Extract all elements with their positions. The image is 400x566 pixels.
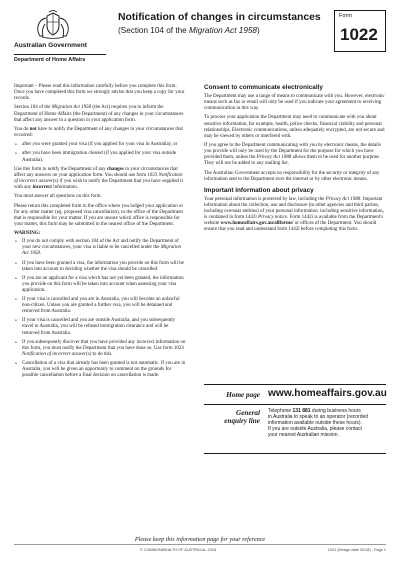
allforms-link[interactable]: www.homeaffairs.gov.au/allforms/ [220,221,294,227]
text: or offices of the Department. You should ensure that you read and understand form 1442i before completing this form. [204,221,377,233]
subtitle-act: Migration Act 1958 [189,26,257,35]
footer-note: Please keep this information page for your reference [134,536,266,543]
list-item: • after you were granted your visa (if you applied for your visa in Australia); or [14,142,187,148]
right-column [204,84,386,237]
consent-paragraph-1: The Department may use a range of means to communicate with you. However, electronic means such as fax or email will only be used if you indicate your agreement to receiving communication in this way. [204,94,385,112]
list-item: • If your visa is cancelled and you are in Australia, you will become an unlawful non-citizen. Unless you are granted a further visa, you will be detained and removed from Australia. [14,297,187,315]
text: to do this. [91,351,113,357]
subtitle-text: (Section 104 of the [118,26,190,35]
emphasis: changes [106,166,124,172]
form-label: Form [339,13,353,19]
enquiry-line: If you are outside Australia, please contact [268,426,362,432]
page-header [14,10,386,72]
consent-paragraph-3 [204,143,386,167]
page-code: 1022 (Design date 02/18) - Page 1 [327,548,386,552]
text: . Important information about the collection, use and disclosure (to other agencies and third parties, including overseas entities) of your personal information, including sensitive information, is contained in form 1442i [204,196,384,221]
text: information. [51,185,79,191]
page-title: Notification of changes in circumstances [118,12,321,23]
text: have to notify the Department of any changes in your circumstances that occurred: [14,126,183,139]
no-notify-paragraph [14,127,187,139]
text: allows them to be used for another purpose. They will not be added to any mailing list. [204,155,380,167]
home-page-link[interactable]: www.homeaffairs.gov.au [268,388,387,399]
emphasis: not [29,126,37,132]
form-number-box [334,10,386,52]
enquiry-line: in Australia to speak to an operator (recorded [268,414,369,420]
contact-box [204,384,386,454]
enquiry-details [268,408,384,438]
act-name: Migration Act 1958 [51,105,92,111]
enquiry-label-line: enquiry line [224,417,260,426]
return-form-paragraph: Please return this completed form to the office where you lodged your application or for any other matter (eg. proposed visa cancellation), to the office of the Department that is responsible for your matter. If you are unsure which office is responsible for your matter, this form may be submitted to the nearest office of the Department. [14,203,184,227]
logo-divider [14,54,106,55]
warning-heading: WARNING: [14,231,41,237]
text: during business hours [310,408,361,414]
text: Section 104 of the [14,105,52,111]
consent-paragraph-4: The Australian Government accepts no responsibility for the security or integrity of any information sent to the Department over the internet or by other electronic means. [204,170,380,182]
text: in your circumstances that affect any answers on your application form. You should use form 1023 [14,166,178,178]
no-notify-list [14,142,187,163]
enquiry-line: information available outside these hours). [268,420,362,426]
text: If you do not comply with section 104 of the Act and notify the Department of your new circumstances, your visa is liable to be cancelled under the [22,239,179,251]
footer-divider [14,544,386,545]
privacy-heading: Important information about privacy [204,186,314,194]
warning-list [14,239,187,379]
enquiry-label [212,409,260,426]
act-name: Privacy Act 1988 [256,155,292,161]
government-name: Australian Government [14,42,87,49]
act-name: Migration Act 1958 [22,245,181,257]
answer-all-paragraph: You must answer all questions on this form. [14,194,102,200]
text: . [39,251,42,257]
text: . Form 1442i is available from the Department's website [204,215,383,227]
text: Use this form to notify the Department of any [14,166,107,172]
list-item [14,239,187,257]
list-item [14,340,187,358]
act-name: Privacy Act 1988 [325,196,361,202]
consent-heading: Consent to communicate electronically [204,84,323,91]
form-name: Notification of incorrect answer(s) [22,351,92,357]
enquiry-line: your nearest Australian mission. [268,432,339,438]
text: Your personal information is protected by law, including the [204,196,326,202]
form-name: Privacy notice [258,215,288,221]
intro-paragraph: Important – Please read this information carefully before you complete this form. Once you have completed this form we strongly advise that you keep a copy for your records. [14,84,185,102]
text: If you agree to the Department communicating with you by electronic means, the details you provide will only be used by the Department for the purpose for which you have provided them, unless the [204,143,381,161]
coat-of-arms-icon [34,10,72,40]
copyright: © COMMONWEALTH OF AUSTRALIA, 2018 [140,548,216,552]
list-item: • If you are an applicant for a visa which has not yet been granted, the information you provide on this form will be taken into account when assessing your visa application. [14,276,187,294]
enquiry-label-line: General [236,409,260,417]
privacy-paragraph [204,197,386,234]
contact-divider [204,404,386,405]
list-item: • Cancellation of a visa that already has been granted is not automatic. If you are in Australia, you will be given an opportunity to comment on the grounds for possible cancellation before a final decision on cancellation is made. [14,361,187,379]
list-item: • after you have been immigration cleared (if you applied for your visa outside Australia). [14,151,187,163]
government-logo [14,10,106,70]
department-name: Department of Home Affairs [14,57,86,63]
text: You do [14,126,30,132]
text: if you wish to notify the Department that you have supplied it with any [14,178,183,191]
section-104-paragraph [14,105,187,123]
text: (the Act) requires you to inform the Department of Home Affairs (the Department) of any changes in your circumstances that affect any answer to a question in your application form. [14,105,184,123]
list-item: • If you have been granted a visa, the information you provide on this form will be taken into account in deciding whether the visa should be cancelled. [14,261,187,273]
page-subtitle [118,25,328,36]
left-column [14,84,187,382]
home-page-label: Home page [226,391,260,399]
subtitle-close: ) [256,26,260,35]
use-form-paragraph [14,167,187,191]
emphasis: incorrect [32,185,52,191]
form-name: Notification of incorrect answer(s) [14,172,183,184]
phone-number: 131 881 [292,408,311,414]
form-number: 1022 [340,25,378,44]
title-block [118,12,328,36]
consent-paragraph-2: To process your application the Department may need to communicate with you about sensitive information, for example, health, police checks, financial viability and personal relationships. Electronic communications, unless adequately encrypted, are not secure and may be viewed by others or interfered with. [204,115,385,139]
list-item: • If your visa is cancelled and you are outside Australia, and you subsequently travel to Australia, you will be refused immigration clearance and will be removed from Australia. [14,318,187,336]
text: If you subsequently discover that you have provided any incorrect information on this form, you must notify the Department that you have done so. Use form 1023 [22,339,186,351]
text: Telephone [268,408,293,414]
